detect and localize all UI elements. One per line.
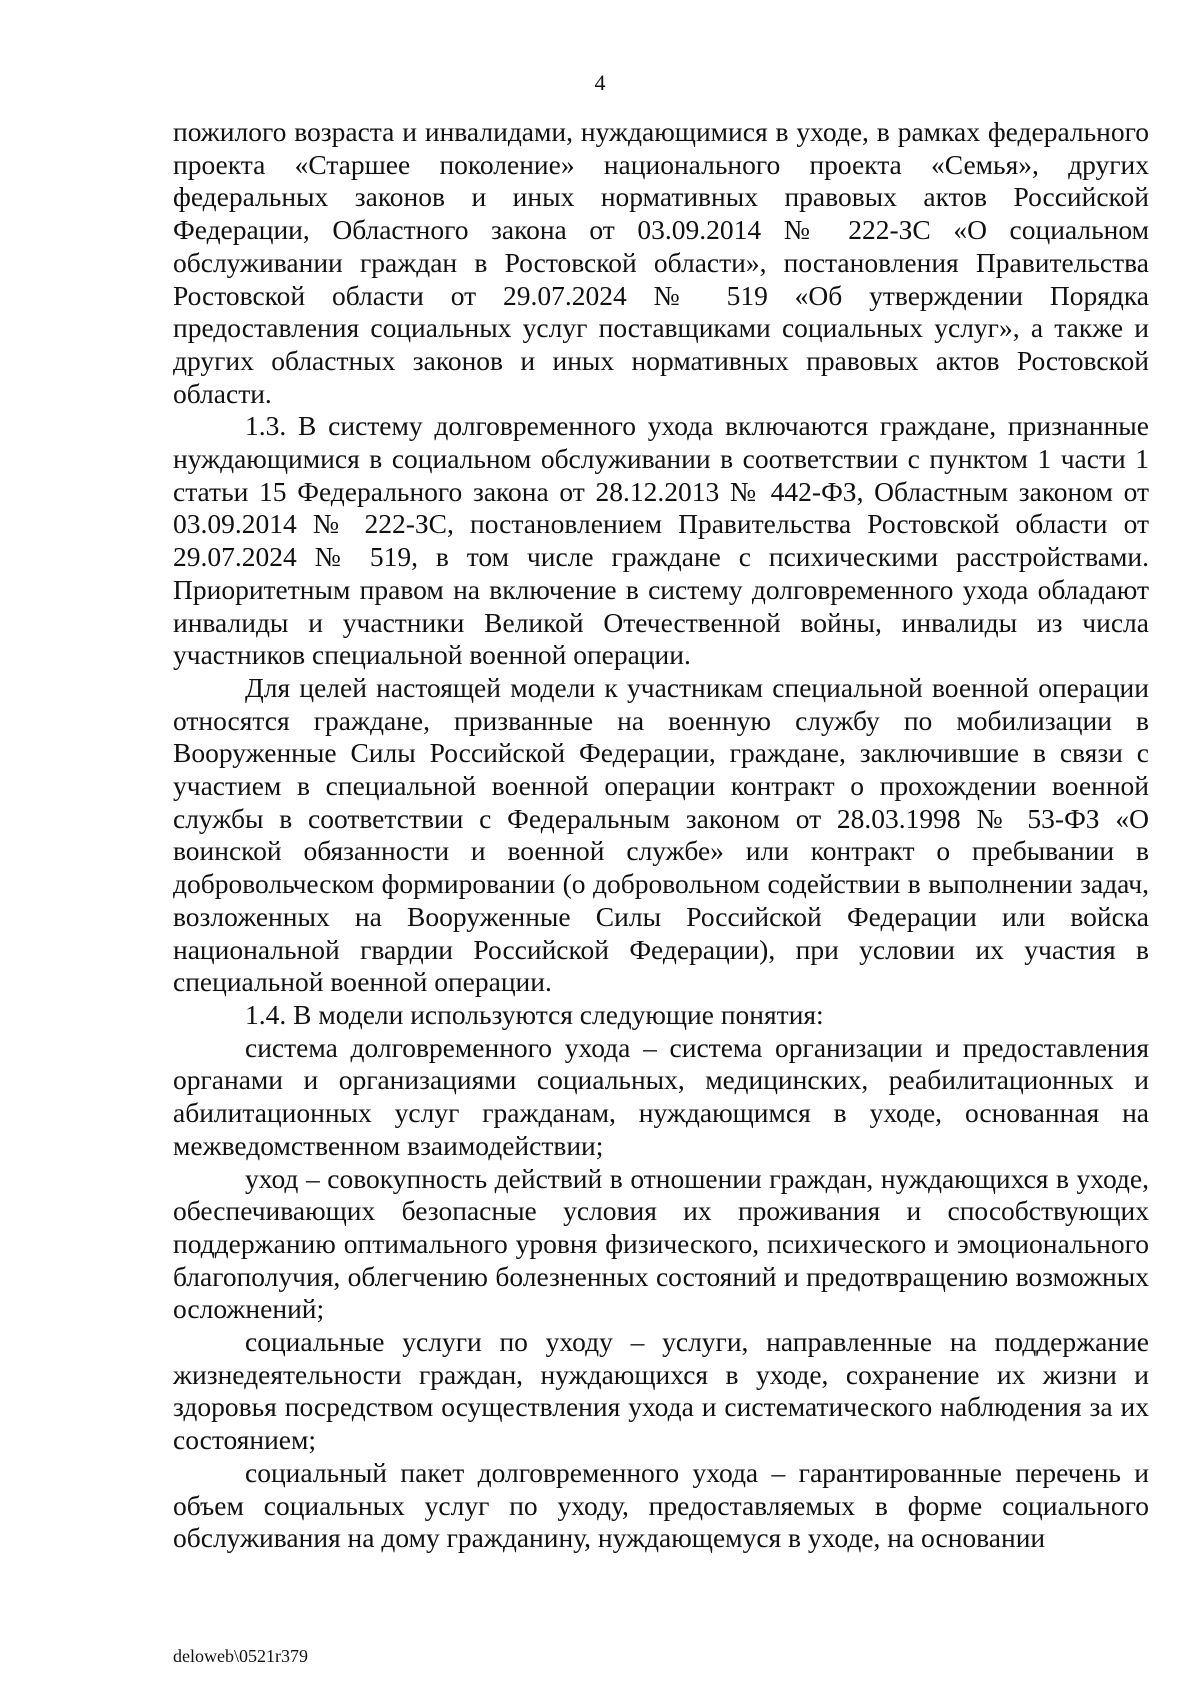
document-body	[173, 116, 1149, 1555]
paragraph-continuation: пожилого возраста и инвалидами, нуждающимися в уходе, в рамках федерального проекта «Старшее поколение» национального проекта «Семья», других федеральных законов и иных нормативных правовых актов Российской Федерации, Областного закона от 03.09.2014 № 222-ЗС «О социальном обслуживании граждан в Ростовской области», постановления Правительства Ростовской области от 29.07.2024 № 519 «Об утверждении Порядка предоставления социальных услуг поставщиками социальных услуг», а также и других областных законов и иных нормативных правовых актов Ростовской области.	[173, 116, 1149, 409]
definition-social-package: социальный пакет долговременного ухода – гарантированные перечень и объем социальных услуг по уходу, предоставляемых в форме социального обслуживания на дому гражданину, нуждающемуся в уходе, на основании	[173, 1456, 1149, 1554]
definition-care: уход – совокупность действий в отношении граждан, нуждающихся в уходе, обеспечивающих безопасные условия их проживания и способствующих поддержанию оптимального уровня физического, психического и эмоционального благополучия, облегчению болезненных состояний и предотвращению возможных осложнений;	[173, 1162, 1149, 1325]
definition-ltc-system: система долговременного ухода – система организации и предоставления органами и организациями социальных, медицинских, реабилитационных и абилитационных услуг гражданам, нуждающимся в уходе, основанная на межведомственном взаимодействии;	[173, 1031, 1149, 1161]
paragraph-svo-definition: Для целей настоящей модели к участникам специальной военной операции относятся граждане, призванные на военную службу по мобилизации в Вооруженные Силы Российской Федерации, граждане, заключившие в связи с участием в специальной военной операции контракт о прохождении военной службы в соответствии с Федеральным законом от 28.03.1998 № 53-ФЗ «О воинской обязанности и военной службе» или контракт о пребывании в добровольческом формировании (о добровольном содействии в выполнении задач, возложенных на Вооруженные Силы Российской Федерации или войска национальной гвардии Российской Федерации), при условии их участия в специальной военной операции.	[173, 671, 1149, 998]
definition-care-services: социальные услуги по уходу – услуги, направленные на поддержание жизнедеятельности граждан, нуждающихся в уходе, сохранение их жизни и здоровья посредством осуществления ухода и систематического наблюдения за их состоянием;	[173, 1326, 1149, 1456]
page-number: 4	[594, 70, 606, 95]
paragraph-1-3: 1.3. В систему долговременного ухода включаются граждане, признанные нуждающимися в социальном обслуживании в соответствии с пунктом 1 части 1 статьи 15 Федерального закона от 28.12.2013 № 442-ФЗ, Областным законом от 03.09.2014 № 222-ЗС, постановлением Правительства Ростовской области от 29.07.2024 № 519, в том числе граждане с психическими расстройствами. Приоритетным правом на включение в систему долговременного ухода обладают инвалиды и участники Великой Отечественной войны, инвалиды из числа участников специальной военной операции.	[173, 410, 1149, 671]
paragraph-1-4: 1.4. В модели используются следующие понятия:	[245, 998, 824, 1030]
footer-document-code: deloweb\0521r379	[173, 1646, 308, 1666]
